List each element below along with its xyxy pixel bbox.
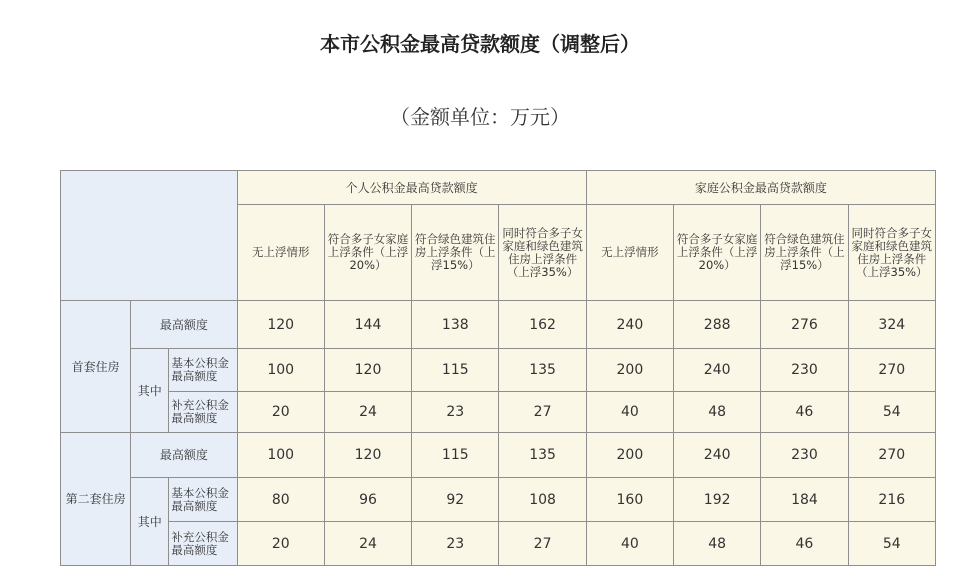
table-cell: 40 xyxy=(586,392,673,433)
col-header: 同时符合多子女家庭和绿色建筑住房上浮条件（上浮35%） xyxy=(848,205,935,301)
table-cell: 270 xyxy=(848,349,935,392)
unit-note: （金额单位：万元） xyxy=(390,105,570,129)
table-cell: 46 xyxy=(761,392,848,433)
table-cell: 24 xyxy=(324,522,411,566)
table-cell: 230 xyxy=(761,349,848,392)
row-label-max: 最高额度 xyxy=(131,301,237,349)
col-header: 符合绿色建筑住房上浮条件（上浮15%） xyxy=(412,205,499,301)
table-cell: 54 xyxy=(848,392,935,433)
table-cell: 115 xyxy=(412,433,499,478)
col-header: 无上浮情形 xyxy=(586,205,673,301)
table-cell: 240 xyxy=(586,301,673,349)
table-cell: 100 xyxy=(237,433,324,478)
table-cell: 40 xyxy=(586,522,673,566)
table-cell: 120 xyxy=(324,349,411,392)
row-label-supp: 补充公积金最高额度 xyxy=(169,392,237,433)
table-cell: 184 xyxy=(761,478,848,522)
table-cell: 135 xyxy=(499,349,586,392)
table-cell: 216 xyxy=(848,478,935,522)
table-cell: 80 xyxy=(237,478,324,522)
table-cell: 23 xyxy=(412,392,499,433)
row-group-first-home: 首套住房 xyxy=(61,301,131,433)
table-cell: 138 xyxy=(412,301,499,349)
table-cell: 135 xyxy=(499,433,586,478)
table-cell: 20 xyxy=(237,522,324,566)
table-cell: 144 xyxy=(324,301,411,349)
row-label-max: 最高额度 xyxy=(131,433,237,478)
col-header: 无上浮情形 xyxy=(237,205,324,301)
group-family-header: 家庭公积金最高贷款额度 xyxy=(586,171,935,205)
table-cell: 120 xyxy=(237,301,324,349)
table-cell: 162 xyxy=(499,301,586,349)
table-cell: 288 xyxy=(674,301,761,349)
table-cell: 48 xyxy=(674,522,761,566)
table-cell: 92 xyxy=(412,478,499,522)
table-cell: 160 xyxy=(586,478,673,522)
table-cell: 54 xyxy=(848,522,935,566)
table-cell: 27 xyxy=(499,392,586,433)
loan-limit-table xyxy=(60,170,936,566)
table-cell: 192 xyxy=(674,478,761,522)
table-cell: 270 xyxy=(848,433,935,478)
col-header: 符合绿色建筑住房上浮条件（上浮15%） xyxy=(761,205,848,301)
col-header: 同时符合多子女家庭和绿色建筑住房上浮条件（上浮35%） xyxy=(499,205,586,301)
row-label-among: 其中 xyxy=(131,478,169,566)
table-cell: 230 xyxy=(761,433,848,478)
row-label-among: 其中 xyxy=(131,349,169,433)
table-cell: 108 xyxy=(499,478,586,522)
table-cell: 120 xyxy=(324,433,411,478)
table-cell: 200 xyxy=(586,433,673,478)
group-individual-header: 个人公积金最高贷款额度 xyxy=(237,171,586,205)
table-cell: 324 xyxy=(848,301,935,349)
row-label-supp: 补充公积金最高额度 xyxy=(169,522,237,566)
row-label-basic: 基本公积金最高额度 xyxy=(169,349,237,392)
table-cell: 27 xyxy=(499,522,586,566)
table-cell: 48 xyxy=(674,392,761,433)
row-group-second-home: 第二套住房 xyxy=(61,433,131,566)
table-cell: 23 xyxy=(412,522,499,566)
table-cell: 115 xyxy=(412,349,499,392)
col-header: 符合多子女家庭上浮条件（上浮20%） xyxy=(324,205,411,301)
page-title: 本市公积金最高贷款额度（调整后） xyxy=(320,32,640,56)
table-cell: 200 xyxy=(586,349,673,392)
table-cell: 100 xyxy=(237,349,324,392)
table-cell: 96 xyxy=(324,478,411,522)
table-cell: 24 xyxy=(324,392,411,433)
row-label-basic: 基本公积金最高额度 xyxy=(169,478,237,522)
table-cell: 46 xyxy=(761,522,848,566)
corner-cell xyxy=(61,171,238,301)
table-cell: 20 xyxy=(237,392,324,433)
table-cell: 276 xyxy=(761,301,848,349)
table-cell: 240 xyxy=(674,433,761,478)
col-header: 符合多子女家庭上浮条件（上浮20%） xyxy=(674,205,761,301)
table-cell: 240 xyxy=(674,349,761,392)
